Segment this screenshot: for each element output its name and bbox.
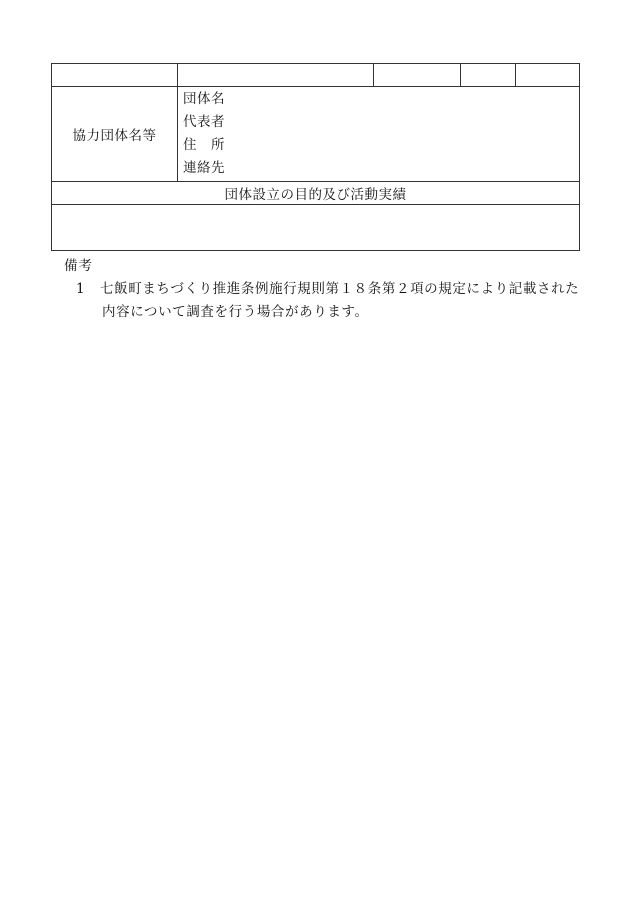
top-row-cell-4[interactable] [461, 64, 516, 87]
top-row-cell-3[interactable] [374, 64, 461, 87]
address-label: 住 所 [183, 137, 225, 153]
purpose-body-row [52, 205, 580, 251]
cooperating-organization-row [52, 87, 580, 182]
purpose-heading-row [52, 182, 580, 205]
note-item [64, 278, 584, 324]
application-form-table [51, 63, 580, 251]
contact-label: 連絡先 [183, 160, 225, 176]
notes-section [64, 255, 584, 324]
notes-title: 備考 [64, 258, 93, 274]
purpose-heading: 団体設立の目的及び活動実績 [52, 182, 580, 205]
top-row-cell-2[interactable] [178, 64, 374, 87]
purpose-body-field[interactable] [52, 205, 580, 251]
note-text: 七飯町まちづくり推進条例施行規則第１８条第２項の規定により記載された内容について調査を行う場合があります。 [100, 281, 580, 320]
cooperating-organization-fields[interactable] [178, 87, 580, 182]
organization-name-label: 団体名 [183, 91, 225, 107]
cooperating-organization-label: 協力団体名等 [52, 87, 178, 182]
top-row-cell-5[interactable] [516, 64, 580, 87]
representative-label: 代表者 [183, 114, 225, 130]
note-number: 1 [76, 281, 86, 297]
top-row [52, 64, 580, 87]
top-row-cell-1[interactable] [52, 64, 178, 87]
